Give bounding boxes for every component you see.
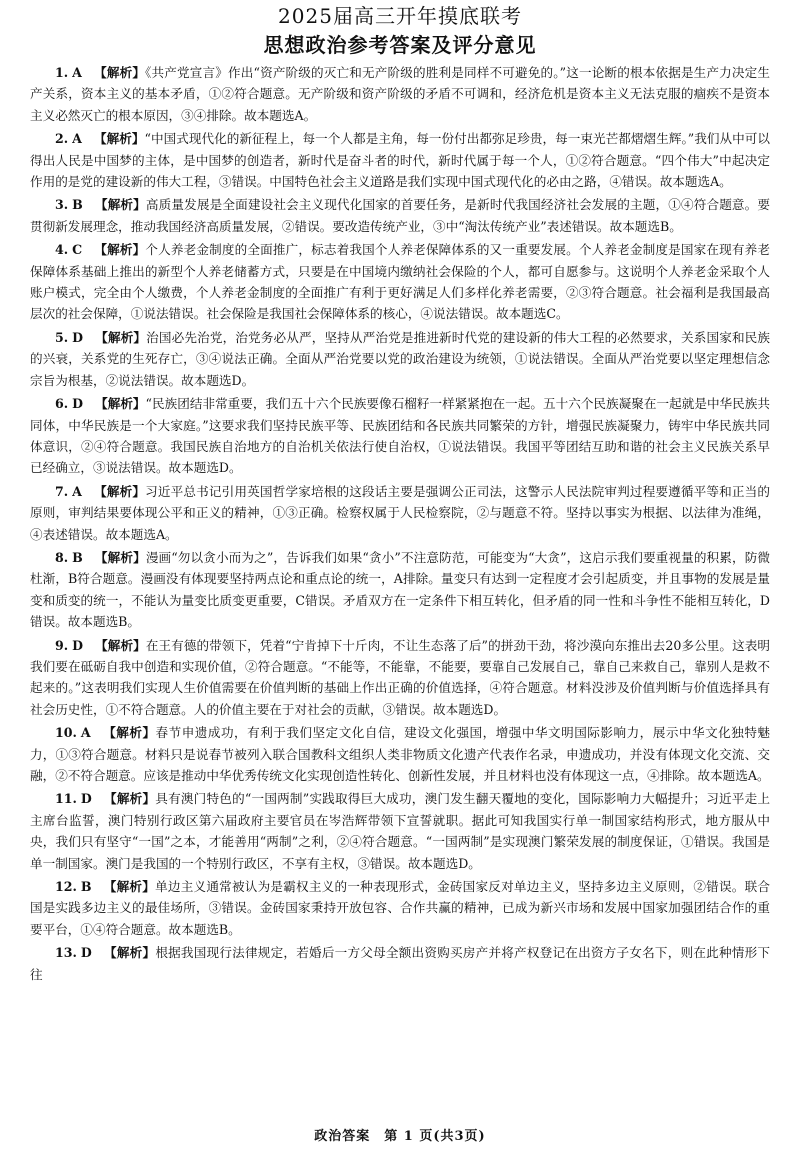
item-number: 2. [55, 131, 69, 147]
item-number: 7. [55, 483, 69, 499]
answer-item-3 [30, 194, 770, 237]
item-number: 3. [55, 197, 69, 213]
item-answer: D [72, 329, 84, 345]
analysis-tag: 【解析】 [103, 945, 156, 961]
analysis-text: 根据我国现行法律规定，若婚后一方父母全额出资购买房产并将产权登记在出资方子女名下，则在此种情形下往 [30, 945, 771, 982]
analysis-tag: 【解析】 [102, 725, 156, 741]
analysis-tag: 【解析】 [95, 329, 147, 345]
item-answer: B [72, 549, 83, 565]
item-number: 1. [55, 65, 69, 80]
answer-item-9 [30, 635, 770, 721]
analysis-tag: 【解析】 [94, 549, 146, 565]
item-answer: B [72, 197, 83, 213]
analysis-tag: 【解析】 [94, 242, 146, 258]
analysis-text: 治国必先治党，治党务必从严，坚持从严治党是推进新时代党的建设新的伟大工程的必然要求，关系国家和民族的兴衰，关系党的生死存亡，③④说法正确。全面从严治党要以党的政治建设为统领，①说法错误。全面从严治党要以坚定理想信念宗旨为根基，②说法错误。故本题选D。 [30, 329, 770, 388]
item-number: 13. [55, 945, 77, 961]
analysis-tag: 【解析】 [93, 65, 146, 80]
item-number: 11. [55, 791, 77, 807]
analysis-text: 春节申遗成功，有利于我们坚定文化自信，建设文化强国，增强中华文明国际影响力，展示中华文化独特魅力，①③符合题意。材料只是说春节被列入联合国教科文组织人类非物质文化遗产代表作名录，申遗成功，并没有体现文化交流、交融，②不符合题意。应该是推动中华优秀传统文化实现创造性转化、创新性发展，并且材料也没有体现这一点，④排除。故本题选A。 [30, 725, 771, 783]
item-answer: D [80, 791, 92, 807]
item-number: 12. [55, 879, 77, 895]
analysis-tag: 【解析】 [103, 879, 156, 895]
answer-item-7 [30, 481, 770, 545]
answer-item-11 [30, 788, 770, 874]
analysis-tag: 【解析】 [93, 483, 146, 499]
item-number: 10. [55, 725, 77, 741]
analysis-text: 单边主义通常被认为是霸权主义的一种表现形式，金砖国家反对单边主义，坚持多边主义原则，②错误。联合国是实践多边主义的最佳场所，③错误。金砖国家秉持开放包容、合作共赢的精神，已成为新兴市场和发展中国家加强团结合作的重要平台，①④符合题意。故本题选B。 [30, 879, 771, 937]
analysis-text: 在王有德的带领下，凭着“宁肯掉下十斤肉，不让生态落了后”的拼劲干劲，将沙漠向东推出去20多公里。这表明我们要在砥砺自我中创造和实现价值，②符合题意。“不能等，不能靠，不能要，要靠自己发展自己，靠自己来救自己，靠别人是救不起来的。”这表明我们实现人生价值需要在价值判断的基础上作出正确的价值选择，④符合题意。材料没涉及价值判断与价值选择具有社会历史性，①不符合题意。人的价值主要在于对社会的贡献，③错误。故本题选D。 [30, 637, 771, 717]
analysis-text: “中国式现代化的新征程上，每一个人都是主角，每一份付出都弥足珍贵，每一束光芒都熠熠生辉。”我们从中可以得出人民是中国梦的主体，是中国梦的创造者，新时代是奋斗者的时代，新时代属于每一个人，①②符合题意。“四个伟大”中起决定作用的是党的建设新的伟大工程，③错误。中国特色社会主义道路是我们实现中国式现代化的必由之路，④错误。故本题选A。 [30, 131, 771, 190]
answer-item-2 [30, 128, 770, 192]
analysis-text: 习近平总书记引用英国哲学家培根的这段话主要是强调公正司法，这警示人民法院审判过程要遵循平等和正当的原则，审判结果要体现公平和正义的精神，①③正确。检察权属于人民检察院，②与题意不符。坚持以事实为根据、以法律为准绳，④表述错误。故本题选A。 [30, 483, 771, 542]
answer-item-6 [30, 393, 770, 479]
answer-item-13 [30, 942, 770, 985]
item-number: 4. [55, 242, 69, 258]
analysis-text: 漫画“勿以贪小而为之”，告诉我们如果“贪小”不注意防范，可能变为“大贪”，这启示我们要重视量的积累，防微杜渐，B符合题意。漫画没有体现要坚持两点论和重点论的统一，A排除。量变只有达到一定程度才会引起质变，并且事物的发展是量变和质变的统一，不能认为量变比质变更重要，C错误。矛盾双方在一定条件下相互转化，但矛盾的同一性和斗争性不能相互转化，D错误。故本题选B。 [30, 549, 771, 630]
item-number: 5. [55, 329, 69, 345]
answer-item-5 [30, 327, 770, 391]
answer-list [30, 62, 770, 987]
analysis-tag: 【解析】 [95, 396, 146, 412]
analysis-text: “民族团结非常重要，我们五十六个民族要像石榴籽一样紧紧抱在一起。五十六个民族凝聚在一起就是中华民族共同体，中华民族是一个大家庭。”这要求我们坚持民族平等、民族团结和各民族共同繁荣的方针，增强民族凝聚力，铸牢中华民族共同体意识，②④符合题意。我国民族自治地方的自治机关依法行使自治权，①说法错误。我国平等团结互助和谐的社会主义民族关系早已经确立，③说法错误。故本题选D。 [30, 396, 770, 476]
item-answer: C [72, 242, 83, 258]
analysis-text: 个人养老金制度的全面推广，标志着我国个人养老保障体系的又一重要发展。个人养老金制度是国家在现有养老保障体系基础上推出的新型个人养老储蓄方式，只要是在中国境内缴纳社会保险的个人，都可自愿参与。这说明个人养老金采取个人账户模式，完全由个人缴费，个人养老金制度的全面推广有利于更好满足人们多样化养老需要，②③符合题意。社会福利是我国最高层次的社会保障，①说法错误。社会保险是我国社会保障体系的核心，④说法错误。故本题选C。 [30, 242, 771, 322]
answer-item-8 [30, 547, 770, 633]
item-answer: B [80, 879, 92, 895]
answer-item-4 [30, 239, 770, 325]
item-answer: D [72, 637, 84, 653]
analysis-tag: 【解析】 [103, 791, 156, 807]
analysis-text: 《共产党宣言》作出“资产阶级的灭亡和无产阶级的胜利是同样不可避免的。”这一论断的根本依据是生产力决定生产关系，资本主义的基本矛盾，①②符合题意。无产阶级和资产阶级的矛盾不可调和，经济危机是资本主义无法克服的痼疾不是资本主义必然灭亡的根本原因，③④排除。故本题选A。 [30, 65, 771, 123]
item-number: 9. [55, 637, 69, 653]
answer-item-12 [30, 876, 770, 940]
item-answer: D [80, 945, 92, 961]
analysis-text: 具有澳门特色的“一国两制”实践取得巨大成功，澳门发生翻天覆地的变化，国际影响力大幅提升；习近平走上主席台监誓，澳门特别行政区第六届政府主要官员在岑浩辉带领下宣誓就职。据此可知我国实行单一制国家结构形式，地方服从中央，我们只有坚守“一国”之本，才能善用“两制”之利，②④符合题意。“一国两制”是实现澳门繁荣发展的制度保证，①错误。我国是单一制国家。澳门是我国的一个特别行政区，不享有主权，③错误。故本题选D。 [30, 791, 770, 871]
item-answer: A [80, 725, 91, 741]
analysis-text: 高质量发展是全面建设社会主义现代化国家的首要任务，是新时代我国经济社会发展的主题，①④符合题意。要贯彻新发展理念，推动我国经济高质量发展，②错误。要改造传统产业，③中“淘汰传统产业”表述错误。故本题选B。 [30, 197, 771, 234]
analysis-tag: 【解析】 [94, 197, 146, 213]
page-footer: 政治答案 第 1 页(共3页) [314, 1129, 486, 1144]
answer-item-1 [30, 62, 770, 126]
item-answer: A [72, 131, 82, 147]
item-answer: A [72, 483, 82, 499]
item-answer: A [72, 65, 82, 80]
document-subtitle: 思想政治参考答案及评分意见 [263, 33, 537, 57]
item-number: 8. [55, 549, 69, 565]
analysis-tag: 【解析】 [95, 637, 146, 653]
item-number: 6. [55, 396, 69, 412]
exam-title: 2025届高三开年摸底联考 [278, 4, 522, 28]
answer-item-10 [30, 722, 770, 786]
analysis-tag: 【解析】 [93, 131, 145, 147]
item-answer: D [72, 396, 84, 412]
